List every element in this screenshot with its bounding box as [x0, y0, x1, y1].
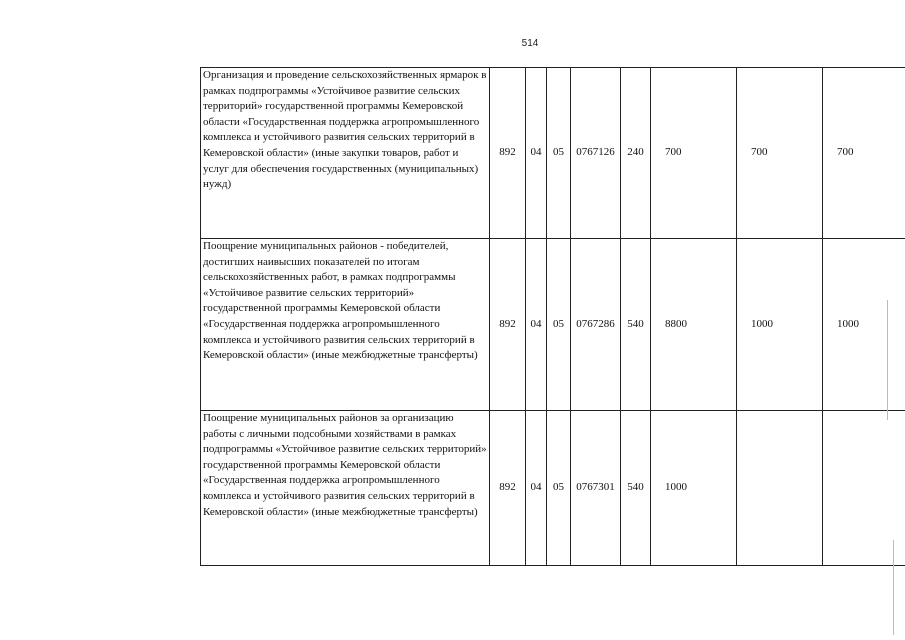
scan-artifact-line [893, 540, 894, 635]
amount-year-2: 700 [737, 68, 823, 239]
amount-year-2 [737, 411, 823, 566]
subsection-code: 05 [547, 411, 571, 566]
section-code: 04 [526, 239, 547, 411]
amount-year-1: 8800 [651, 239, 737, 411]
row-description: Поощрение муниципальных районов за организацию работы с личными подсобными хозяйствами в рамках подпрограммы «Устойчивое развитие сельских территорий» государственной программы Кемеровской области «Государственная поддержка агропромышленного комплекса и устойчивого развития сельских территорий в Кемеровской области» (иные межбюджетные трансферты) [201, 411, 490, 566]
expense-type-code: 240 [621, 68, 651, 239]
row-description: Организация и проведение сельскохозяйственных ярмарок в рамках подпрограммы «Устойчивое развитие сельских территорий» государственной программы Кемеровской области «Государственная поддержка агропромышленного комплекса и устойчивого развития сельских территорий в Кемеровской области» (иные закупки товаров, работ и услуг для обеспечения государственных (муниципальных) нужд) [201, 68, 490, 239]
ministry-code: 892 [490, 239, 526, 411]
target-article-code: 0767301 [571, 411, 621, 566]
row-description: Поощрение муниципальных районов - победителей, достигших наивысших показателей по итогам сельскохозяйственных работ, в рамках подпрограммы «Устойчивое развитие сельских территорий» государственной программы Кемеровской области «Государственная поддержка агропромышленного комплекса и устойчивого развития сельских территорий в Кемеровской области» (иные межбюджетные трансферты) [201, 239, 490, 411]
ministry-code: 892 [490, 68, 526, 239]
target-article-code: 0767286 [571, 239, 621, 411]
amount-year-3: 700 [823, 68, 905, 239]
subsection-code: 05 [547, 239, 571, 411]
budget-table [200, 67, 905, 566]
expense-type-code: 540 [621, 239, 651, 411]
section-code: 04 [526, 68, 547, 239]
page-number: 514 [521, 38, 539, 49]
section-code: 04 [526, 411, 547, 566]
amount-year-2: 1000 [737, 239, 823, 411]
amount-year-1: 1000 [651, 411, 737, 566]
table-row [201, 239, 905, 411]
subsection-code: 05 [547, 68, 571, 239]
target-article-code: 0767126 [571, 68, 621, 239]
amount-year-1: 700 [651, 68, 737, 239]
scan-artifact-line [887, 300, 888, 420]
table-row [201, 411, 905, 566]
table-row [201, 68, 905, 239]
ministry-code: 892 [490, 411, 526, 566]
amount-year-3: 1000 [823, 239, 905, 411]
expense-type-code: 540 [621, 411, 651, 566]
